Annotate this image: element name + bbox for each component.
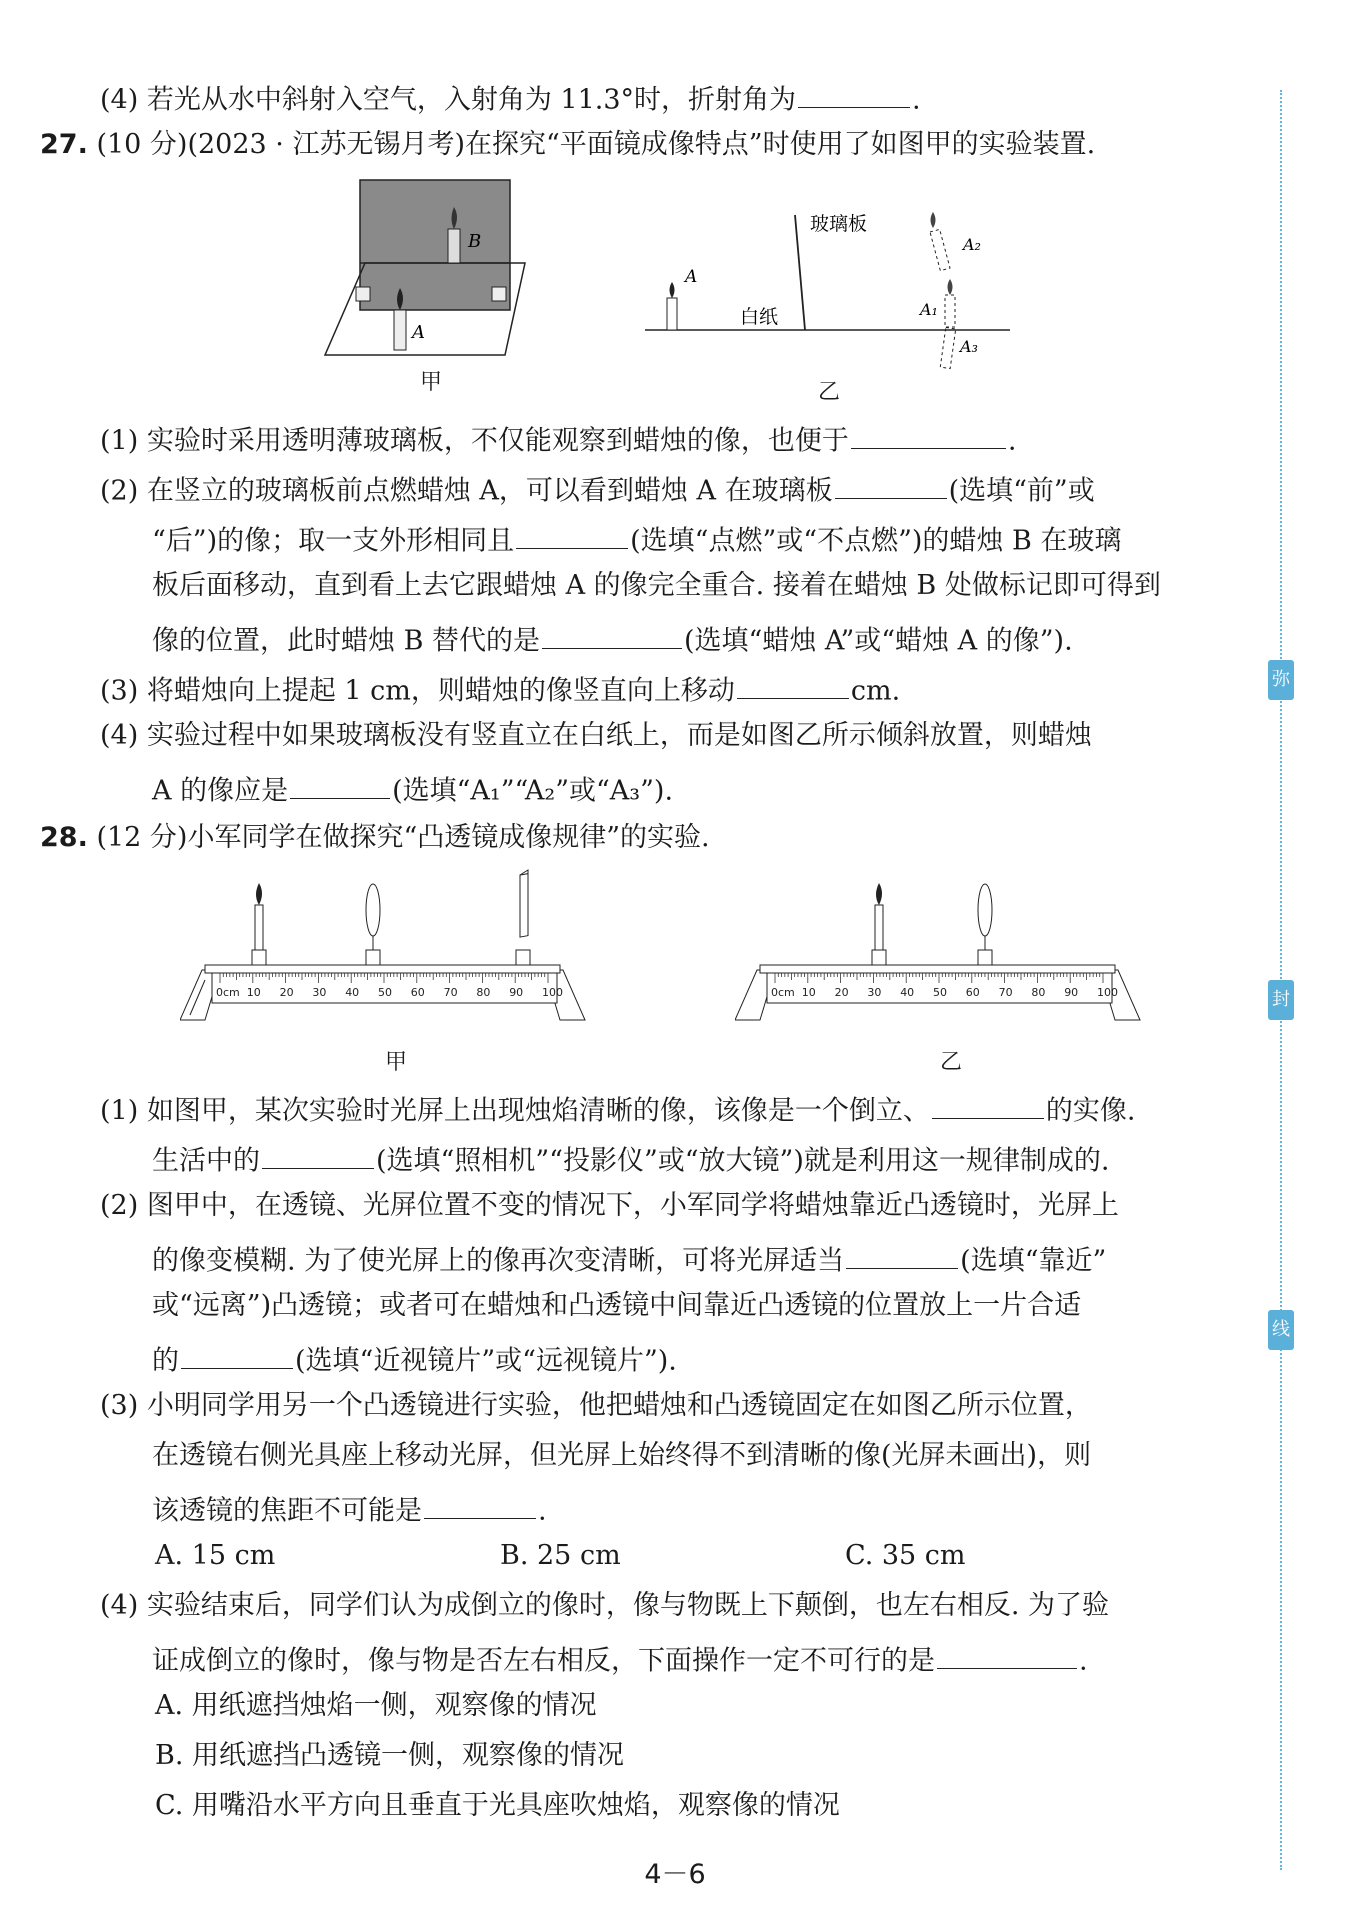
scale-label: 20	[279, 986, 294, 999]
q27-part3: (3) 将蜡烛向上提起 1 cm，则蜡烛的像竖直向上移动 cm.	[100, 670, 900, 708]
scale-label: 0cm	[216, 986, 240, 999]
scale-label: 10	[246, 986, 261, 999]
scale-label: 0cm	[771, 986, 795, 999]
label-b: B	[468, 231, 482, 252]
q28-part1-line1: (1) 如图甲，某次实验时光屏上出现烛焰清晰的像，该像是一个倒立、 的实像.	[100, 1090, 1135, 1128]
scale-label: 40	[345, 986, 360, 999]
q28-part4-line1: (4) 实验结束后，同学们认为成倒立的像时，像与物既上下颠倒，也左右相反. 为了验	[100, 1590, 1109, 1621]
q26-part4: (4) 若光从水中斜射入空气，入射角为 11.3°时，折射角为 .	[100, 79, 921, 117]
scale-label: 50	[378, 986, 392, 999]
scale-label: 80	[476, 986, 491, 999]
q28-p3-option-b: B. 25 cm	[500, 1540, 621, 1571]
svg-text:A: A	[685, 267, 698, 287]
scale-label: 40	[900, 986, 915, 999]
q28-part2-line3: 或“远离”)凸透镜；或者可在蜡烛和凸透镜中间靠近凸透镜的位置放上一片合适	[152, 1290, 1082, 1321]
svg-text:A₃: A₃	[960, 337, 978, 356]
q27-part1: (1) 实验时采用透明薄玻璃板，不仅能观察到蜡烛的像，也便于 .	[100, 420, 1016, 458]
figure-bench-yi	[735, 865, 1165, 1035]
margin-tag-1: 弥	[1268, 660, 1294, 700]
q28-part3-line3: 该透镜的焦距不可能是 .	[152, 1490, 547, 1528]
scale-label: 100	[542, 986, 563, 999]
q28-part2-line4: 的 (选填“近视镜片”或“远视镜片”).	[152, 1340, 677, 1378]
q28-part4-line2: 证成倒立的像时，像与物是否左右相反，下面操作一定不可行的是 .	[152, 1640, 1088, 1678]
scale-label: 30	[312, 986, 327, 999]
svg-text:A₁: A₁	[920, 300, 938, 319]
q27-part4-line1: (4) 实验过程中如果玻璃板没有竖直立在白纸上，而是如图乙所示倾斜放置，则蜡烛	[100, 720, 1092, 751]
q28-p3-option-a: A. 15 cm	[155, 1540, 276, 1571]
question-number: 27.	[40, 129, 88, 160]
scale-label: 20	[834, 986, 849, 999]
page-number: 4－6	[644, 1859, 706, 1890]
q28-part3-line2: 在透镜右侧光具座上移动光屏，但光屏上始终得不到清晰的像(光屏未画出)，则	[152, 1440, 1092, 1471]
scale-label: 70	[443, 986, 458, 999]
scale-label: 60	[965, 986, 980, 999]
q28-part2-line2: 的像变模糊. 为了使光屏上的像再次变清晰，可将光屏适当 (选填“靠近”	[152, 1240, 1106, 1278]
scale-label: 90	[1064, 986, 1079, 999]
label-a: A	[412, 322, 425, 343]
margin-tag-3: 线	[1268, 1310, 1294, 1350]
question-number: 28.	[40, 822, 88, 853]
q28-p4-option-c: C. 用嘴沿水平方向且垂直于光具座吹烛焰，观察像的情况	[155, 1790, 840, 1821]
figure-mirror-setup	[320, 175, 550, 375]
svg-text:A₂: A₂	[963, 235, 981, 254]
q27-part4-line2: A 的像应是 (选填“A₁”“A₂”或“A₃”).	[152, 770, 673, 808]
q27-part2-line2: “后”)的像；取一支外形相同且 (选填“点燃”或“不点燃”)的蜡烛 B 在玻璃	[152, 520, 1121, 558]
fig-caption-yi: 乙	[818, 380, 841, 405]
q28-p4-option-b: B. 用纸遮挡凸透镜一侧，观察像的情况	[155, 1740, 625, 1771]
svg-text:玻璃板: 玻璃板	[810, 213, 868, 235]
figure-bench-jia	[180, 865, 610, 1035]
scale-label: 100	[1097, 986, 1118, 999]
q28-stem: 28. (12 分)小军同学在做探究“凸透镜成像规律”的实验.	[40, 822, 710, 853]
scale-label: 30	[867, 986, 882, 999]
figure-tilted-glass	[645, 200, 1015, 370]
fig-caption-jia-2: 甲	[385, 1050, 408, 1075]
q27-stem: 27. (10 分)(2023 · 江苏无锡月考)在探究“平面镜成像特点”时使用了如图甲的实验装置.	[40, 129, 1096, 160]
svg-text:白纸: 白纸	[740, 306, 779, 328]
scale-label: 10	[801, 986, 816, 999]
scale-label: 60	[410, 986, 425, 999]
q28-p3-option-c: C. 35 cm	[845, 1540, 966, 1571]
margin-tag-2: 封	[1268, 980, 1294, 1020]
q27-part2-line1: (2) 在竖立的玻璃板前点燃蜡烛 A，可以看到蜡烛 A 在玻璃板 (选填“前”或	[100, 470, 1095, 508]
fig-caption-jia: 甲	[420, 370, 443, 395]
scale-label: 70	[998, 986, 1013, 999]
q27-part2-line3: 板后面移动，直到看上去它跟蜡烛 A 的像完全重合. 接着在蜡烛 B 处做标记即可得到	[152, 570, 1161, 601]
q27-part2-line4: 像的位置，此时蜡烛 B 替代的是 (选填“蜡烛 A”或“蜡烛 A 的像”).	[152, 620, 1073, 658]
scale-label: 90	[509, 986, 524, 999]
q28-p4-option-a: A. 用纸遮挡烛焰一侧，观察像的情况	[155, 1690, 597, 1721]
q28-part2-line1: (2) 图甲中，在透镜、光屏位置不变的情况下，小军同学将蜡烛靠近凸透镜时，光屏上	[100, 1190, 1119, 1221]
scale-label: 80	[1031, 986, 1046, 999]
scale-label: 50	[933, 986, 947, 999]
q28-part3-line1: (3) 小明同学用另一个凸透镜进行实验，他把蜡烛和凸透镜固定在如图乙所示位置，	[100, 1390, 1092, 1421]
q28-part1-line2: 生活中的 (选填“照相机”“投影仪”或“放大镜”)就是利用这一规律制成的.	[152, 1140, 1109, 1178]
fig-caption-yi-2: 乙	[940, 1050, 963, 1075]
